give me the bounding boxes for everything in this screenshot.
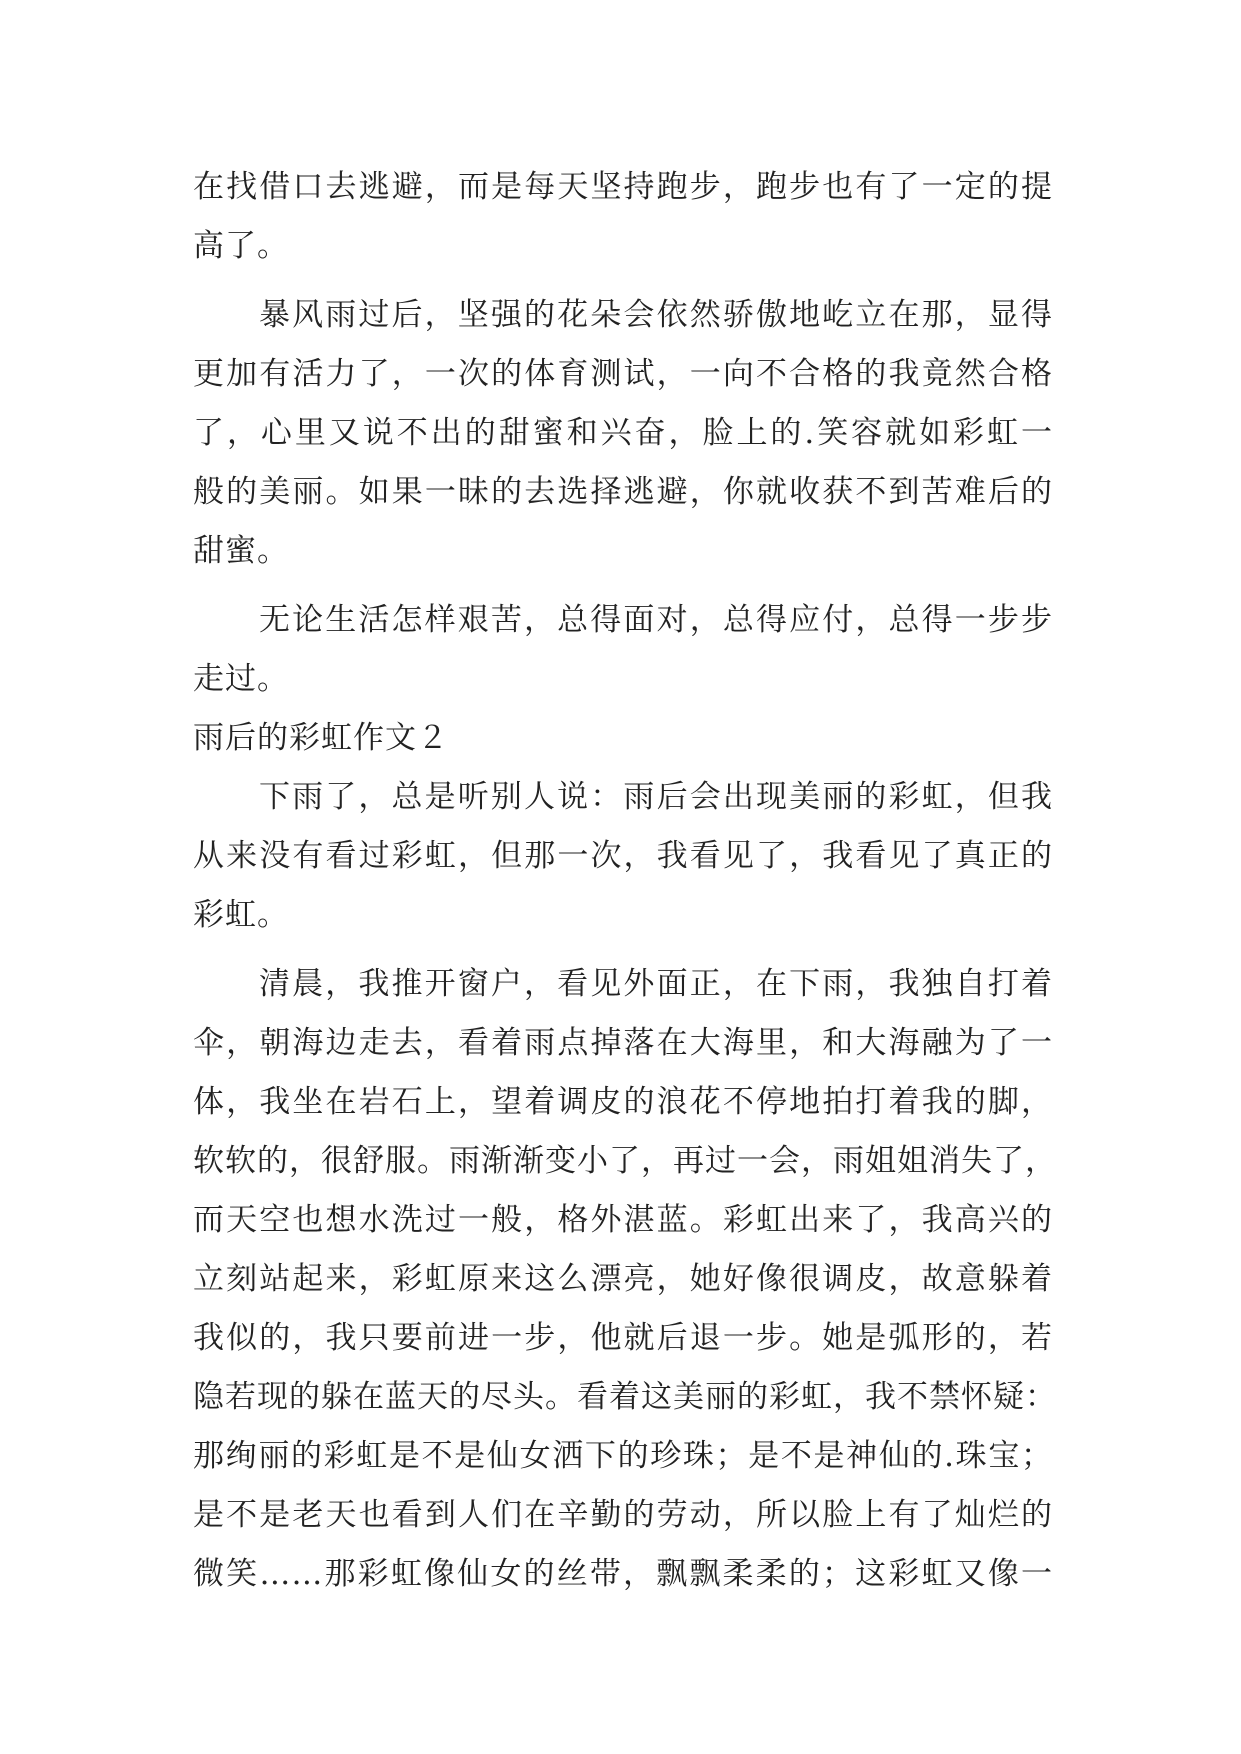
text-line: 般的美丽。如果一昧的去选择逃避，你就收获不到苦难后的	[193, 474, 1053, 510]
text-line: 清晨，我推开窗户，看见外面正，在下雨，我独自打着	[259, 966, 1053, 1002]
paragraph	[193, 768, 1053, 945]
text-line: 高了。	[193, 228, 289, 264]
text-line: 而天空也想水洗过一般，格外湛蓝。彩虹出来了，我高兴的	[193, 1202, 1053, 1238]
text-line: 走过。	[193, 661, 289, 697]
paragraph	[193, 286, 1053, 581]
text-line: 在找借口去逃避，而是每天坚持跑步，跑步也有了一定的提	[193, 169, 1053, 205]
text-line: 无论生活怎样艰苦，总得面对，总得应付，总得一步步	[259, 602, 1053, 638]
section-heading: 雨后的彩虹作文２	[193, 720, 449, 756]
text-line: 体，我坐在岩石上，望着调皮的浪花不停地拍打着我的脚，	[193, 1084, 1053, 1120]
text-line: 是不是老天也看到人们在辛勤的劳动，所以脸上有了灿烂的	[193, 1497, 1053, 1533]
text-line: 软软的，很舒服。雨渐渐变小了，再过一会，雨姐姐消失了，	[193, 1143, 1057, 1179]
text-line: 从来没有看过彩虹，但那一次，我看见了，我看见了真正的	[193, 838, 1053, 874]
paragraph	[193, 955, 1057, 1604]
text-line: 隐若现的躲在蓝天的尽头。看着这美丽的彩虹，我不禁怀疑：	[193, 1379, 1057, 1415]
paragraph	[193, 158, 1053, 276]
text-line: 伞，朝海边走去，看着雨点掉落在大海里，和大海融为了一	[193, 1025, 1053, 1061]
paragraph	[193, 591, 1053, 709]
text-line: 甜蜜。	[193, 533, 289, 569]
text-line: 更加有活力了，一次的体育测试，一向不合格的我竟然合格	[193, 356, 1053, 392]
text-line: 我似的，我只要前进一步，他就后退一步。她是弧形的，若	[193, 1320, 1053, 1356]
text-line: 彩虹。	[193, 897, 289, 933]
document-body	[193, 158, 1057, 1604]
text-line: 了，心里又说不出的甜蜜和兴奋，脸上的.笑容就如彩虹一	[193, 415, 1053, 451]
text-line: 暴风雨过后，坚强的花朵会依然骄傲地屹立在那，显得	[259, 297, 1053, 333]
text-line: 微笑……那彩虹像仙女的丝带，飘飘柔柔的；这彩虹又像一	[193, 1556, 1053, 1592]
text-line: 下雨了，总是听别人说：雨后会出现美丽的彩虹，但我	[259, 779, 1053, 815]
text-line: 立刻站起来，彩虹原来这么漂亮，她好像很调皮，故意躲着	[193, 1261, 1053, 1297]
text-line: 那绚丽的彩虹是不是仙女洒下的珍珠；是不是神仙的.珠宝；	[193, 1438, 1053, 1474]
